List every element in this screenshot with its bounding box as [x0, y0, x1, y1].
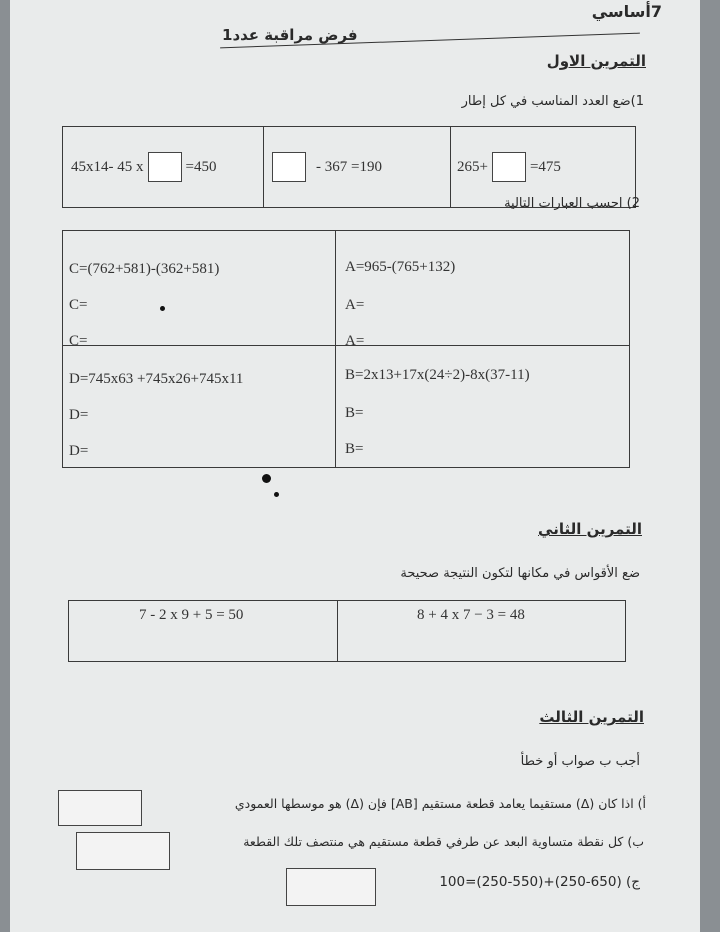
statement-b: ب) كل نقطة متساوية البعد عن طرفي قطعة مستقيم هي منتصف تلك القطعة: [243, 834, 644, 849]
fill-cell-1: [63, 127, 264, 207]
answer-box-a[interactable]: [58, 790, 142, 826]
answer-box-3[interactable]: [492, 152, 526, 182]
test-title: فرض مراقبة عدد1: [222, 26, 358, 44]
answer-box-1[interactable]: [148, 152, 182, 182]
expr-A: A=965-(765+132): [345, 259, 456, 275]
step-C-2: C=: [69, 333, 88, 349]
exercise-2-instruction: ضع الأقواس في مكانها لتكون النتيجة صحيحة: [400, 566, 640, 581]
expr-B: B=2x13+17x(24÷2)-8x(37-11): [345, 367, 530, 383]
step-D-1: D=: [69, 407, 89, 423]
ink-dot: [160, 306, 165, 311]
equation-left: 7 - 2 x 9 + 5 = 50: [139, 607, 244, 623]
exam-sheet: [10, 0, 700, 932]
step-D-2: D=: [69, 443, 89, 459]
exercise-3-instruction: أجب ب صواب أو خطأ: [520, 754, 640, 769]
answer-box-2[interactable]: [272, 152, 306, 182]
parentheses-table: [68, 600, 626, 662]
expr-D: D=745x63 +745x26+745x11: [69, 371, 244, 387]
grade-label: 7أساسي: [591, 2, 662, 21]
answer-box-c[interactable]: [286, 868, 376, 906]
exercise-1-q2: 2) احسب العبارات التالية: [504, 196, 640, 211]
fill-cell-3-post: =475: [529, 158, 561, 175]
step-A-1: A=: [345, 297, 365, 313]
fill-cell-1-pre: 45x14- 45 x: [71, 158, 144, 175]
parentheses-vline: [337, 601, 338, 661]
table-vline: [335, 231, 336, 467]
step-C-1: C=: [69, 297, 88, 313]
fill-cell-3: [451, 127, 635, 207]
expr-C: C=(762+581)-(362+581): [69, 261, 220, 277]
fill-cell-1-post: =450: [185, 158, 217, 175]
exercise-3-title: التمرين الثالث: [539, 708, 644, 726]
ink-dot: [274, 492, 279, 497]
fill-cell-3-pre: 265+: [457, 158, 488, 175]
statement-c: ج) (650-250)+(550-250)=100: [439, 874, 640, 890]
exercise-2-title: التمرين الثاني: [538, 520, 642, 538]
fill-cell-2-post: - 367 =190: [316, 158, 382, 175]
equation-right: 8 + 4 x 7 − 3 = 48: [417, 607, 525, 623]
step-A-2: A=: [345, 333, 365, 349]
exercise-1-q1: 1)ضع العدد المناسب في كل إطار: [461, 94, 644, 109]
exercise-1-title: التمرين الاول: [546, 52, 646, 70]
step-B-1: B=: [345, 405, 364, 421]
fill-cell-2: [264, 127, 451, 207]
step-B-2: B=: [345, 441, 364, 457]
ink-dot: [262, 474, 271, 483]
statement-a: أ) اذا كان (Δ) مستقيما يعامد قطعة مستقيم [AB] فإن (Δ) هو موسطها العمودي: [234, 796, 646, 811]
answer-box-b[interactable]: [76, 832, 170, 870]
compute-table: [62, 230, 630, 468]
